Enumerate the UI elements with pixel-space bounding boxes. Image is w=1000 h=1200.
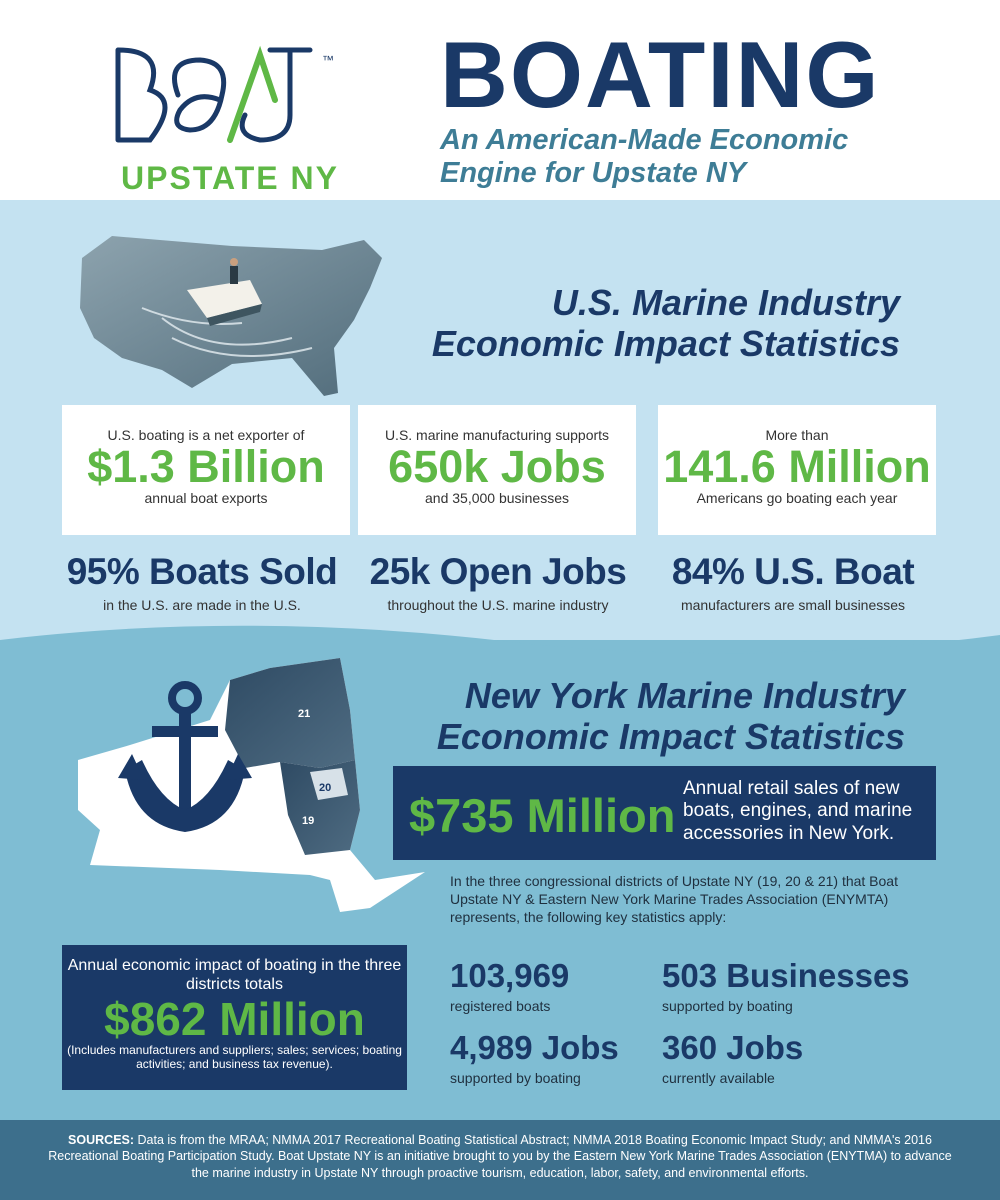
logo-subtitle: UPSTATE NY	[121, 160, 339, 196]
impact-value: $862 Million	[104, 992, 365, 1045]
wave-divider	[0, 180, 1000, 230]
curve-divider	[0, 615, 1000, 655]
stat-value: 84% U.S. Boat	[671, 551, 915, 592]
stat-value: 360 Jobs	[662, 1029, 804, 1066]
stat-value: 4,989 Jobs	[450, 1029, 619, 1066]
sources-label: SOURCES:	[68, 1133, 135, 1147]
stat-value: 503 Businesses	[662, 957, 910, 994]
stat-small-business	[648, 552, 938, 613]
stat-caption: supported by boating	[450, 1070, 581, 1087]
stat-box-caption: and 35,000 businesses	[425, 490, 569, 507]
impact-lead: Annual economic impact of boating in the three districts totals	[67, 957, 402, 993]
stat-box-value: 650k Jobs	[388, 441, 606, 492]
stat-jobs-available	[662, 1030, 803, 1086]
stat-box-caption: Americans go boating each year	[696, 490, 898, 507]
boat-logo	[110, 40, 340, 150]
stat-box-caption: annual boat exports	[144, 490, 268, 507]
page-subtitle: An American-Made Economic Engine for Upstate NY	[440, 124, 849, 190]
svg-text:21: 21	[298, 708, 311, 720]
stat-boats-sold	[52, 552, 352, 613]
svg-text:19: 19	[302, 815, 315, 827]
stat-value: 103,969	[450, 957, 570, 994]
us-map-boat-photo	[72, 228, 402, 408]
page-title: BOATING	[440, 22, 881, 127]
stat-caption: manufacturers are small businesses	[680, 596, 906, 613]
retail-sales-box	[393, 766, 936, 860]
svg-text:20: 20	[319, 782, 332, 794]
districts-description: In the three congressional districts of Upstate NY (19, 20 & 21) that Boat Upstate NY & Eastern New York Marine Trades Association (ENYMTA) represents, the following key statistics apply:	[450, 873, 898, 926]
retail-sales-caption: Annual retail sales of new boats, engines, and marine accessories in New York.	[683, 778, 913, 844]
impact-note: (Includes manufacturers and suppliers; sales; services; boating activities; and business tax revenue).	[67, 1043, 402, 1072]
stat-box-lead: U.S. boating is a net exporter of	[107, 427, 305, 443]
stat-box-lead: U.S. marine manufacturing supports	[384, 427, 610, 443]
stat-value: 25k Open Jobs	[369, 551, 627, 592]
us-section-title: U.S. Marine Industry Economic Impact Statistics	[431, 282, 900, 365]
stat-value: 95% Boats Sold	[66, 551, 338, 592]
sources-body: Data is from the MRAA; NMMA 2017 Recreational Boating Statistical Abstract; NMMA 2018 Boating Economic Impact Study; and NMMA's 2016 Recreational Boating Participation Study. Boat Upstate NY is an initiative brought to you by the Eastern New York Marine Trades Association (ENYTMA) to advance the marine industry in Upstate NY through proactive tourism, education, labor, safety, and environmental efforts.	[48, 1133, 952, 1180]
stat-registered-boats	[450, 958, 569, 1014]
stat-businesses	[662, 958, 910, 1014]
stat-box-value: $1.3 Billion	[87, 441, 325, 492]
stat-open-jobs	[348, 552, 648, 613]
stat-caption: throughout the U.S. marine industry	[387, 596, 609, 613]
stat-box-exports	[62, 405, 350, 535]
svg-text:™: ™	[322, 53, 334, 67]
stat-caption: registered boats	[450, 998, 551, 1015]
stat-box-lead: More than	[765, 427, 829, 443]
stat-caption: currently available	[662, 1070, 775, 1087]
stat-box-jobs	[358, 405, 636, 535]
sources-text	[0, 1120, 1000, 1181]
retail-sales-value: $735 Million	[409, 789, 676, 842]
ny-section-title: New York Marine Industry Economic Impact Statistics	[436, 675, 905, 758]
stat-caption: in the U.S. are made in the U.S.	[103, 596, 301, 613]
economic-impact-box	[62, 945, 407, 1090]
stat-box-boaters	[658, 405, 936, 535]
sources-footer	[0, 1120, 1000, 1200]
stat-caption: supported by boating	[662, 998, 793, 1015]
stat-jobs-supported	[450, 1030, 619, 1086]
stat-box-value: 141.6 Million	[663, 441, 931, 492]
